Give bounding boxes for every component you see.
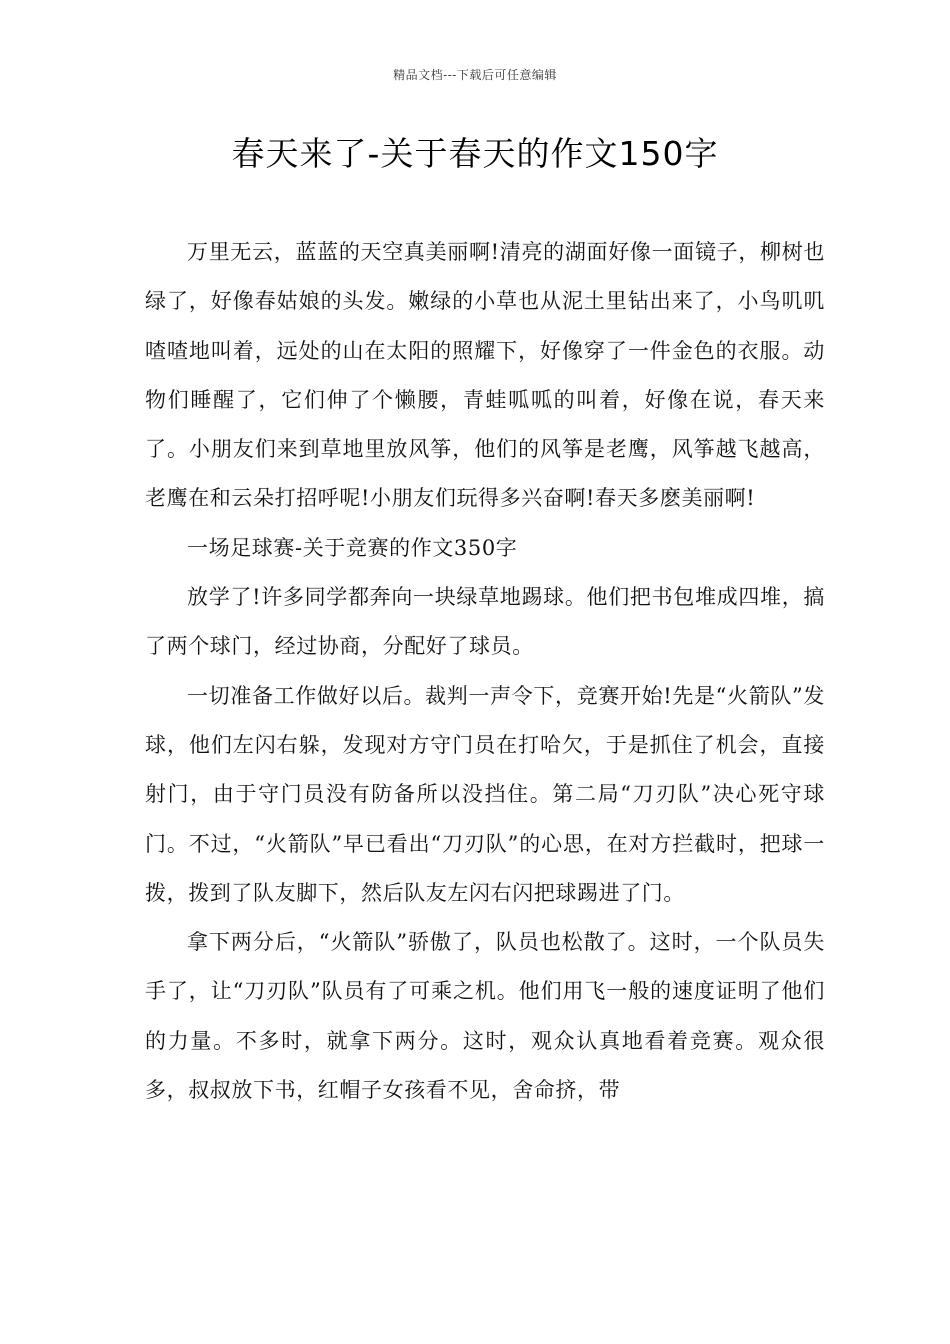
section-heading-football: 一场足球赛-关于竞赛的作文350字 [187, 535, 518, 560]
paragraph-football-second-half: 拿下两分后，“火箭队”骄傲了，队员也松散了。这时，一个队员失手了，让“刀刃队”队员有了可乘之机。他们用飞一般的速度证明了他们的力量。不多时，就拿下两分。这时，观众认真地看着竞赛。观众很多，叔叔放下书，红帽子女孩看不见，舍命挤，带 [145, 930, 825, 1103]
paragraph-spring: 万里无云，蓝蓝的天空真美丽啊!清亮的湖面好像一面镜子，柳树也绿了，好像春姑娘的头发。嫩绿的小草也从泥土里钻出来了，小鸟叽叽喳喳地叫着，远处的山在太阳的照耀下，好像穿了一件金色的衣服。动物们睡醒了，它们伸了个懒腰，青蛙呱呱的叫着，好像在说，春天来了。小朋友们来到草地里放风筝，他们的风筝是老鹰，风筝越飞越高，老鹰在和云朵打招呼呢!小朋友们玩得多兴奋啊!春天多麽美丽啊! [145, 240, 825, 511]
header-note: 精品文档---下载后可任意编辑 [393, 68, 557, 82]
paragraph-football-intro: 放学了!许多同学都奔向一块绿草地踢球。他们把书包堆成四堆，搞了两个球门，经过协商，分配好了球员。 [145, 585, 825, 659]
document-title: 春天来了-关于春天的作文150字 [231, 134, 719, 173]
document-body [145, 228, 825, 1115]
paragraph-football-match: 一切准备工作做好以后。裁判一声令下，竞赛开始!先是“火箭队”发球，他们左闪右躲，发现对方守门员在打哈欠，于是抓住了机会，直接射门，由于守门员没有防备所以没挡住。第二局“刀刃队”决心死守球门。不过，“火箭队”早已看出“刀刃队”的心思，在对方拦截时，把球一拨，拨到了队友脚下，然后队友左闪右闪把球踢进了门。 [145, 683, 825, 905]
